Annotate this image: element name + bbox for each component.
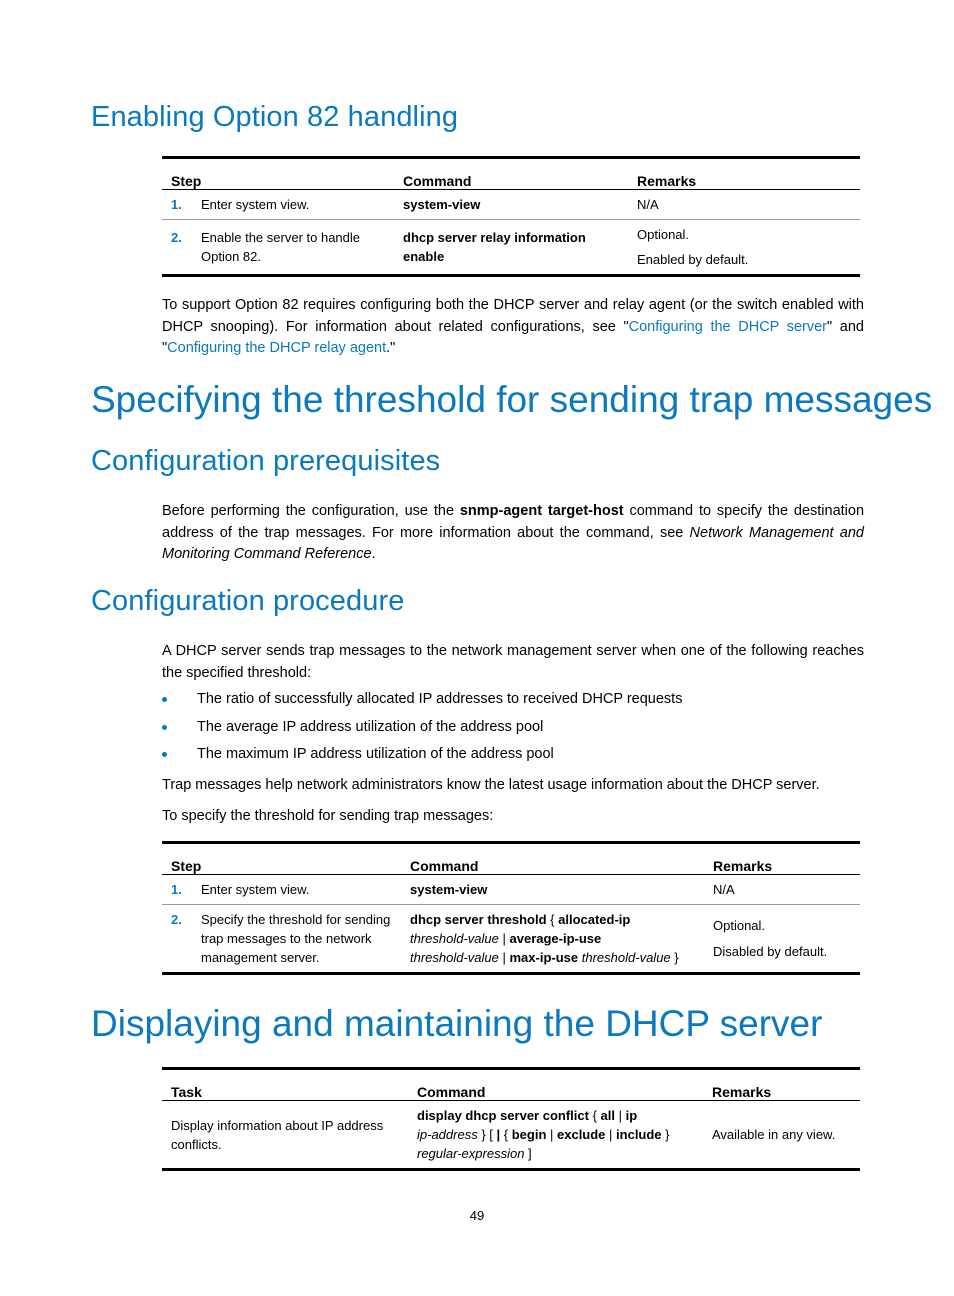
command-keyword: display dhcp server conflict [417,1108,589,1123]
command-syntax: | [546,1127,557,1142]
link-configuring-dhcp-server[interactable]: Configuring the DHCP server [628,318,828,335]
command-keyword: begin [511,1127,547,1142]
command-keyword: exclude [557,1127,606,1142]
step-description: Enter system view. [201,882,310,897]
paragraph-text: . [371,546,376,562]
table-header-row [162,158,860,190]
table-row [162,905,860,974]
table-row [162,1101,860,1170]
prerequisites-paragraph [162,501,864,566]
column-header-remarks: Remarks [703,1069,860,1101]
step-cell [162,875,401,905]
bullet-icon [162,697,167,702]
column-header-command: Command [394,158,628,190]
command-syntax: } [661,1127,670,1142]
procedure-lead-in: To specify the threshold for sending trap messages: [162,808,494,824]
remarks-cell: N/A [704,875,860,905]
list-item [162,689,864,717]
command-keyword: | [496,1127,501,1142]
section-heading-prerequisites: Configuration prerequisites [91,445,441,477]
step-cell [162,905,401,974]
command-argument: threshold-value [410,950,499,965]
remarks-cell [704,905,860,974]
procedure-paragraph: Trap messages help network administrators know the latest usage information about the DHCP server. [162,777,820,793]
command-syntax: | [615,1108,626,1123]
remark-line: Enabled by default. [637,252,749,267]
column-header-task: Task [162,1069,408,1101]
command-syntax: { [546,912,559,927]
paragraph-text: " and " [162,318,865,356]
command-syntax: } [670,950,679,965]
column-header-command: Command [408,1069,703,1101]
command-cell [401,905,704,974]
table-header-row [162,1069,860,1101]
link-configuring-dhcp-relay-agent[interactable]: Configuring the DHCP relay agent [167,340,387,356]
command-syntax: { [588,1108,601,1123]
step-description: Enter system view. [201,197,310,212]
list-item [162,717,864,745]
option82-steps-table [162,156,860,277]
command-syntax: | [605,1127,617,1142]
remarks-cell [628,220,860,276]
command-text: system-view [403,197,481,212]
option82-paragraph [162,295,864,360]
step-number: 2. [171,230,182,245]
section-heading-procedure: Configuration procedure [91,585,405,617]
procedure-intro: A DHCP server sends trap messages to the network management server when one of the following reaches the specified threshold: [162,643,864,681]
command-cell [394,190,628,220]
trap-threshold-steps-table [162,841,860,975]
command-argument: ip-address [417,1127,478,1142]
command-syntax: } [ [477,1127,497,1142]
step-description: Specify the threshold for sending trap messages to the network management server. [201,912,391,965]
list-item-text: The maximum IP address utilization of the address pool [197,746,554,762]
remarks-cell: Available in any view. [703,1101,860,1170]
step-cell [162,190,394,220]
command-keyword: allocated-ip [558,912,631,927]
bullet-icon [162,752,167,757]
paragraph-text: To support Option 82 requires configuring both the DHCP server and relay agent (or the switch enabled with DHCP snooping). For information about related configurations, see " [162,297,864,335]
threshold-bullet-list [162,689,864,772]
command-cell [394,220,628,276]
command-keyword: all [600,1108,615,1123]
column-header-remarks: Remarks [704,843,860,875]
page-number: 49 [469,1208,485,1223]
command-cell [408,1101,703,1170]
document-reference: Network Management and Monitoring Command Reference [162,524,864,562]
column-header-command: Command [401,843,704,875]
remark-line: Optional. [713,918,766,933]
step-number: 1. [171,197,182,212]
command-keyword: dhcp server threshold [410,912,547,927]
command-argument: threshold-value [581,950,671,965]
command-syntax: | [498,950,510,965]
command-keyword: average-ip-use [509,931,602,946]
section-heading-option82: Enabling Option 82 handling [91,101,459,133]
column-header-remarks: Remarks [628,158,860,190]
command-syntax: | [498,931,510,946]
command-argument: threshold-value [410,931,499,946]
command-cell [401,875,704,905]
command-text: dhcp server relay information enable [403,230,586,264]
column-header-step: Step [162,158,394,190]
command-keyword: max-ip-use [509,950,579,965]
chapter-heading-trap-threshold: Specifying the threshold for sending trap messages [91,379,933,420]
list-item-text: The ratio of successfully allocated IP addresses to received DHCP requests [197,691,683,707]
remarks-cell: N/A [628,190,860,220]
step-number: 1. [171,882,182,897]
step-description: Enable the server to handle Option 82. [201,230,360,264]
table-row [162,190,860,220]
command-syntax: { [500,1127,512,1142]
display-commands-table [162,1067,860,1171]
paragraph-text: ." [386,340,396,356]
step-number: 2. [171,912,182,927]
remark-line: Optional. [637,227,690,242]
task-cell: Display information about IP address conflicts. [162,1101,408,1170]
remark-line: Disabled by default. [713,944,828,959]
column-header-step: Step [162,843,401,875]
paragraph-text: Before performing the configuration, use the [162,503,460,519]
command-name: snmp-agent target-host [459,503,624,519]
chapter-heading-display-maintain: Displaying and maintaining the DHCP server [91,1003,823,1044]
table-row [162,875,860,905]
command-argument: regular-expression [417,1146,525,1161]
command-keyword: include [616,1127,662,1142]
table-header-row [162,843,860,875]
step-cell [162,220,394,276]
list-item [162,744,864,772]
table-row [162,220,860,276]
paragraph-text: command to specify the destination address of the trap messages. For more information about the command, see [162,503,865,541]
command-keyword: ip [625,1108,638,1123]
command-text: system-view [410,882,488,897]
command-syntax: ] [524,1146,532,1161]
bullet-icon [162,725,167,730]
list-item-text: The average IP address utilization of the address pool [197,718,544,735]
